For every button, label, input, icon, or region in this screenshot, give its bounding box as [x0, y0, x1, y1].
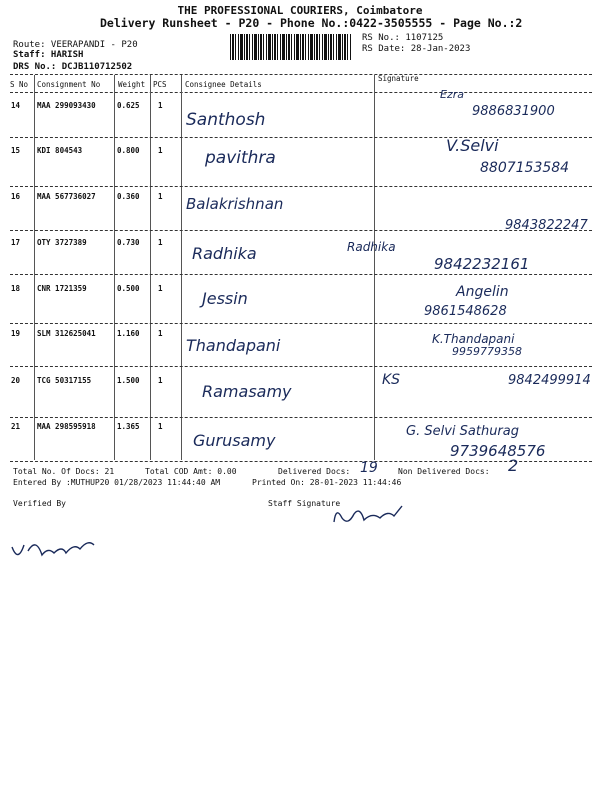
barcode-image — [230, 34, 352, 60]
row-rule — [10, 417, 592, 418]
row-consignee: Radhika — [192, 244, 257, 263]
row-sno: 21 — [11, 422, 21, 431]
row-weight: 1.365 — [117, 422, 140, 431]
row-phone: 9739648576 — [450, 442, 546, 460]
staff-label: Staff: HARISH — [13, 50, 84, 60]
row-consignee: Thandapani — [186, 336, 281, 355]
total-docs: Total No. Of Docs: 21 — [13, 467, 115, 476]
row-consignment: MAA 567736027 — [37, 192, 96, 201]
row-phone: 9861548628 — [424, 304, 507, 319]
row-rule — [10, 186, 592, 187]
row-rule — [10, 366, 592, 367]
row-pcs: 1 — [158, 329, 163, 338]
row-weight: 1.160 — [117, 329, 140, 338]
runsheet-subtitle: Delivery Runsheet - P20 - Phone No.:0422-3505555 - Page No.:2 — [100, 16, 523, 30]
col-divider — [114, 75, 115, 460]
row-consignee: pavithra — [205, 148, 276, 168]
row-sno: 19 — [11, 329, 21, 338]
row-signature: KS — [382, 372, 401, 388]
table-bottom-rule — [10, 461, 592, 462]
non-delivered-docs-value: 2 — [508, 456, 519, 475]
row-pcs: 1 — [158, 238, 163, 247]
staff-signature-image — [330, 500, 410, 530]
row-consignee: Ramasamy — [202, 382, 292, 401]
rs-number: RS No.: 1107125 — [362, 33, 444, 43]
row-consignee: Santhosh — [186, 110, 266, 130]
row-consignment: MAA 298595918 — [37, 422, 96, 431]
row-consignee: Jessin — [202, 289, 248, 308]
row-consignment: TCG 50317155 — [37, 376, 92, 385]
row-signature: Ezra — [440, 88, 464, 101]
staff-signature-label: Staff Signature — [268, 499, 341, 508]
col-sno: S No — [10, 80, 29, 89]
total-cod: Total COD Amt: 0.00 — [145, 467, 237, 476]
row-pcs: 1 — [158, 146, 163, 155]
col-divider — [181, 75, 182, 460]
row-phone: 8807153584 — [480, 160, 570, 176]
delivered-docs-value: 19 — [360, 460, 378, 476]
row-sno: 18 — [11, 284, 21, 293]
col-weight: Weight — [118, 80, 146, 89]
entered-by: Entered By :MUTHUP20 01/28/2023 11:44:40 AM — [13, 478, 221, 487]
row-signature: K.Thandapani — [432, 332, 515, 346]
row-rule — [10, 230, 592, 231]
row-consignment: KDI 804543 — [37, 146, 83, 155]
row-pcs: 1 — [158, 284, 163, 293]
row-phone: 9886831900 — [472, 104, 555, 119]
row-signature: V.Selvi — [446, 136, 499, 155]
row-sno: 17 — [11, 238, 21, 247]
row-weight: 0.360 — [117, 192, 140, 201]
row-sno: 20 — [11, 376, 21, 385]
row-phone: 9959779358 — [452, 345, 522, 358]
verified-by-label: Verified By — [13, 499, 66, 508]
company-title: THE PROFESSIONAL COURIERS, Coimbatore — [177, 4, 423, 17]
row-pcs: 1 — [158, 192, 163, 201]
non-delivered-docs-label: Non Delivered Docs: — [398, 467, 490, 476]
row-rule — [10, 137, 592, 138]
row-sno: 16 — [11, 192, 21, 201]
row-rule — [10, 323, 592, 324]
route-label: Route: VEERAPANDI - P20 — [13, 40, 138, 50]
row-pcs: 1 — [158, 101, 163, 110]
row-pcs: 1 — [158, 376, 163, 385]
row-sno: 14 — [11, 101, 21, 110]
col-divider — [34, 75, 35, 460]
rs-date: RS Date: 28-Jan-2023 — [362, 44, 471, 54]
row-sno: 15 — [11, 146, 21, 155]
verifier-signature-image — [8, 525, 108, 565]
row-weight: 0.500 — [117, 284, 140, 293]
delivered-docs-label: Delivered Docs: — [278, 467, 351, 476]
row-weight: 0.625 — [117, 101, 140, 110]
row-consignment: SLM 312625041 — [37, 329, 96, 338]
row-signature: Angelin — [456, 284, 509, 300]
row-phone: 9842499914 — [508, 373, 591, 388]
col-divider — [150, 75, 151, 460]
col-consignee: Consignee Details — [185, 80, 262, 89]
row-weight: 0.730 — [117, 238, 140, 247]
table-top-rule — [10, 74, 592, 75]
row-consignment: OTY 3727389 — [37, 238, 87, 247]
row-rule — [10, 274, 592, 275]
drs-number: DRS No.: DCJB110712502 — [13, 62, 133, 72]
col-consignment: Consignment No — [37, 80, 101, 89]
row-consignment: CNR 1721359 — [37, 284, 87, 293]
row-consignee: Balakrishnan — [186, 195, 284, 213]
row-pcs: 1 — [158, 422, 163, 431]
printed-on: Printed On: 28-01-2023 11:44:46 — [252, 478, 402, 487]
table-header-rule — [10, 92, 592, 93]
col-divider — [374, 75, 375, 460]
col-signature: Signature — [378, 74, 419, 83]
row-weight: 0.800 — [117, 146, 140, 155]
row-signature: Radhika — [347, 240, 396, 254]
row-signature: G. Selvi Sathurag — [406, 424, 519, 439]
row-phone: 9842232161 — [434, 255, 530, 273]
row-consignment: MAA 299093430 — [37, 101, 96, 110]
row-consignee: Gurusamy — [193, 431, 276, 450]
row-phone: 9843822247 — [505, 218, 588, 233]
row-weight: 1.500 — [117, 376, 140, 385]
col-pcs: PCS — [153, 80, 167, 89]
